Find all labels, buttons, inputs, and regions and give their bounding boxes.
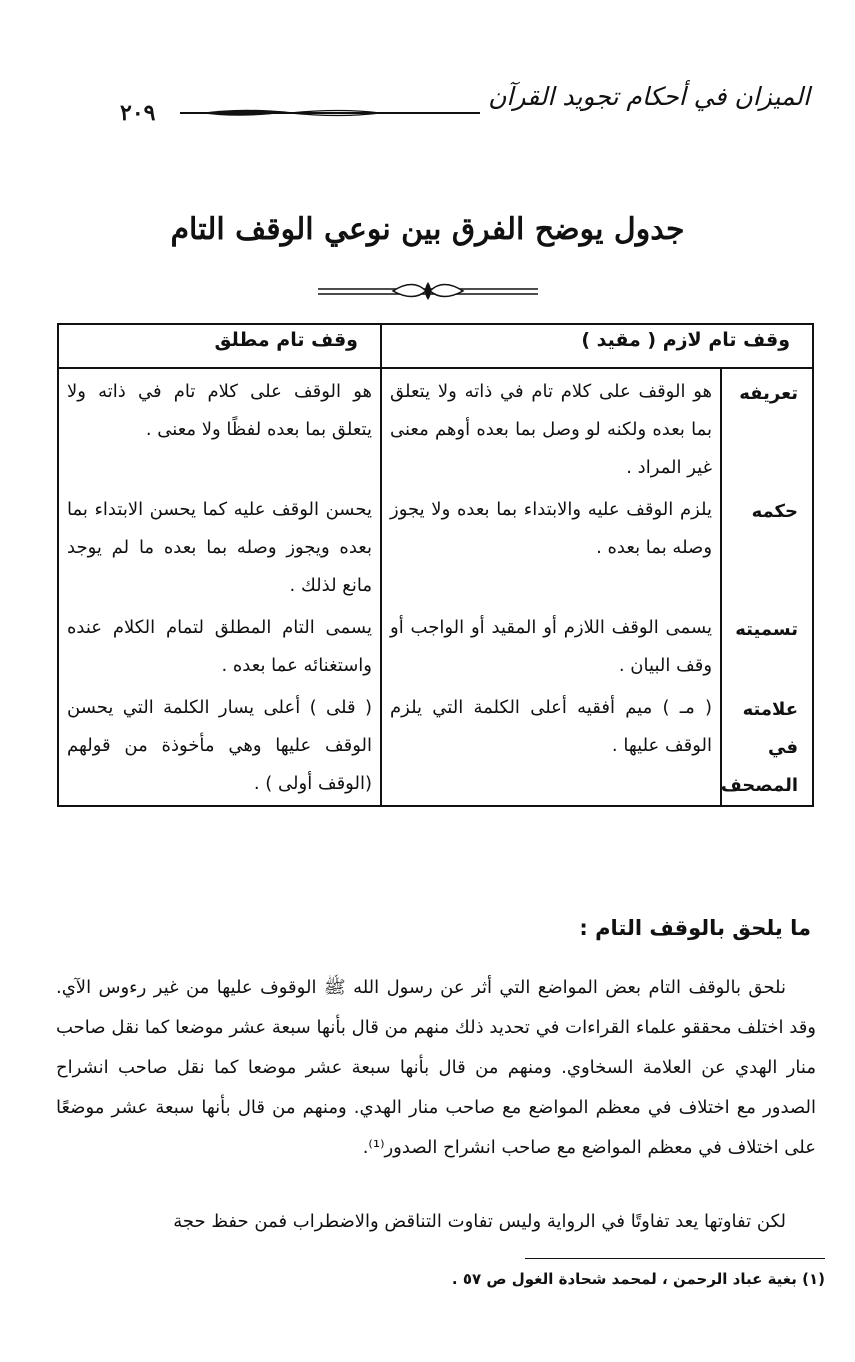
page-number: ٢٠٩ [120,100,156,126]
row-label-ruling: حكمه [721,487,813,605]
cell-text: ( مـ ) ميم أفقيه أعلى الكلمة التي يلزم الوقف عليها . [390,697,713,756]
cell-ruling-lazim [381,487,721,605]
table-header-row [58,324,813,368]
body-paragraph: نلحق بالوقف التام بعض المواضع التي أثر عن رسول الله ﷺ الوقوف عليها من غير رءوس الآي. وقد اختلف محققو علماء القراءات في تحديد ذلك منهم من قال بأنها سبعة عشر موضعا كما نقل صاحب منار الهدي عن العلامة السخاوي. ومنهم من قال بأنها سبعة عشر موضعا كما نقل صاحب انشراح الصدور مع اختلاف في معظم المواضع مع صاحب منار الهدي. ومنهم من قال بأنها سبعة عشر موضعًا على اختلاف في معظم المواضع مع صاحب انشراح الصدور⁽¹⁾. [56,977,816,1158]
cell-text: يسمى التام المطلق لتمام الكلام عنده واستغنائه عما بعده . [67,617,372,676]
cell-mark-mutlaq [58,685,381,806]
cell-text: يلزم الوقف عليه والابتداء بما بعده ولا يجوز وصله بما بعده . [390,499,713,558]
header-rule-ornament [180,106,480,120]
cell-naming-mutlaq [58,605,381,685]
comparison-table [57,323,814,807]
footnote-divider [525,1258,825,1259]
cell-mark-lazim [381,685,721,806]
cell-text: يسمى الوقف اللازم أو المقيد أو الواجب أو وقف البيان . [390,617,713,676]
table-row-definition [58,368,813,487]
table-row-mark [58,685,813,806]
cell-text: هو الوقف على كلام تام في ذاته ولا يتعلق بما بعده ولكنه لو وصل بما بعده أوهم معنى غير المراد . [390,381,713,478]
column-header-lazim: وقف تام لازم ( مقيد ) [381,324,813,368]
cell-definition-lazim [381,368,721,487]
cell-naming-lazim [381,605,721,685]
cell-text: هو الوقف على كلام تام في ذاته ولا يتعلق بما بعده لفظًا ولا معنى . [67,381,372,440]
row-label-mark: علامته في المصحف [721,685,813,806]
cell-text: يحسن الوقف عليه كما يحسن الابتداء بما بعده ويجوز وصله بما بعده ما لم يوجد مانع لذلك . [67,499,372,596]
footnote: (١) بغية عباد الرحمن ، لمحمد شحادة الغول ص ٥٧ . [451,1270,825,1288]
book-title: الميزان في أحكام تجويد القرآن [488,82,810,111]
cell-text: ( قلى ) أعلى يسار الكلمة التي يحسن الوقف عليها وهي مأخوذة من قولهم (الوقف أولى ) . [67,697,372,794]
section-heading: ما يلحق بالوقف التام : [579,916,811,940]
body-paragraph-continued: لكن تفاوتها يعد تفاوتًا في الرواية وليس تفاوت التناقض والاضطراب فمن حفظ حجة [173,1211,786,1232]
running-header [120,82,810,132]
row-label-naming: تسميته [721,605,813,685]
table-title: جدول يوضح الفرق بين نوعي الوقف التام [170,212,685,247]
cell-definition-mutlaq [58,368,381,487]
table-row-ruling [58,487,813,605]
cell-ruling-mutlaq [58,487,381,605]
title-ornament [318,278,538,304]
row-label-definition: تعريفه [721,368,813,487]
table-row-naming [58,605,813,685]
column-header-mutlaq: وقف تام مطلق [58,324,381,368]
